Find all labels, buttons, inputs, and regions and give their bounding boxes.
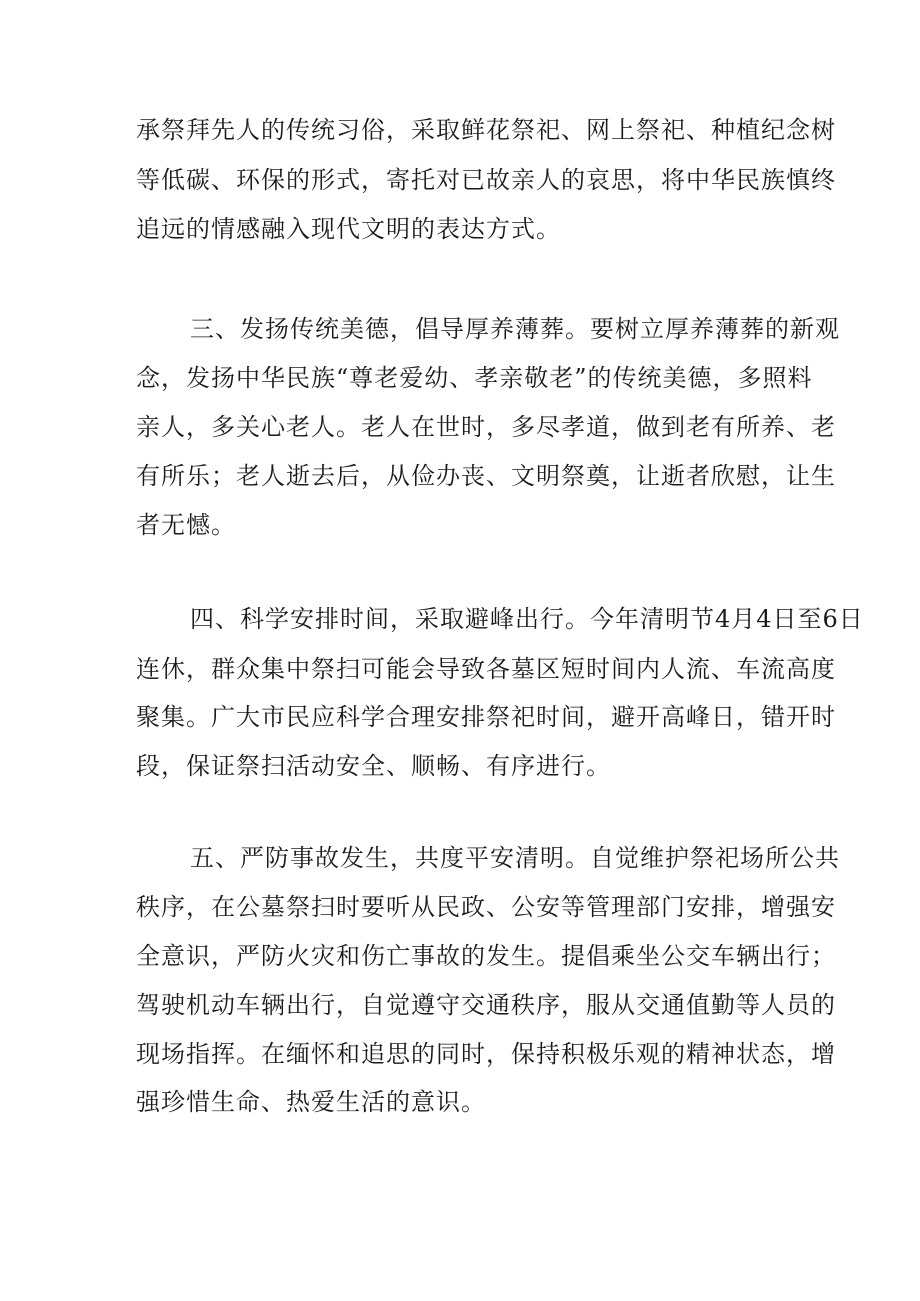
paragraph-2-line-1: 三、发扬传统美德，倡导厚养薄葬。要树立厚养薄葬的新观 [190, 315, 840, 343]
paragraph-3-line-4: 段，保证祭扫活动安全、顺畅、有序进行。 [136, 752, 611, 780]
paragraph-1-line-3: 追远的情感融入现代文明的表达方式。 [136, 215, 561, 243]
paragraph-1-line-1: 承祭拜先人的传统习俗，采取鲜花祭祀、网上祭祀、种植纪念树 [136, 116, 836, 144]
paragraph-3-line-3: 聚集。广大市民应科学合理安排祭祀时间，避开高峰日，错开时 [136, 703, 836, 731]
paragraph-4-line-6: 强珍惜生命、热爱生活的意识。 [136, 1088, 486, 1116]
paragraph-1-line-2: 等低碳、环保的形式，寄托对已故亲人的哀思，将中华民族慎终 [136, 166, 836, 194]
paragraph-2-line-4: 有所乐；老人逝去后，从俭办丧、文明祭奠，让逝者欣慰，让生 [136, 462, 836, 490]
paragraph-2-line-5: 者无憾。 [136, 511, 236, 539]
paragraph-4-line-3: 全意识，严防火灾和伤亡事故的发生。提倡乘坐公交车辆出行； [136, 942, 836, 970]
paragraph-2-line-2: 念，发扬中华民族“尊老爱幼、孝亲敬老”的传统美德，多照料 [136, 364, 813, 392]
paragraph-4-line-2: 秩序，在公墓祭扫时要听从民政、公安等管理部门安排，增强安 [136, 893, 836, 921]
paragraph-3-line-1: 四、科学安排时间，采取避峰出行。今年清明节4月4日至6日 [190, 605, 864, 633]
paragraph-4-line-4: 驾驶机动车辆出行，自觉遵守交通秩序，服从交通值勤等人员的 [136, 991, 836, 1019]
paragraph-4-line-1: 五、严防事故发生，共度平安清明。自觉维护祭祀场所公共 [190, 844, 840, 872]
paragraph-2-line-3: 亲人，多关心老人。老人在世时，多尽孝道，做到老有所养、老 [136, 413, 836, 441]
paragraph-3-line-2: 连休，群众集中祭扫可能会导致各墓区短时间内人流、车流高度 [136, 655, 836, 683]
paragraph-4-line-5: 现场指挥。在缅怀和追思的同时，保持积极乐观的精神状态，增 [136, 1040, 836, 1068]
